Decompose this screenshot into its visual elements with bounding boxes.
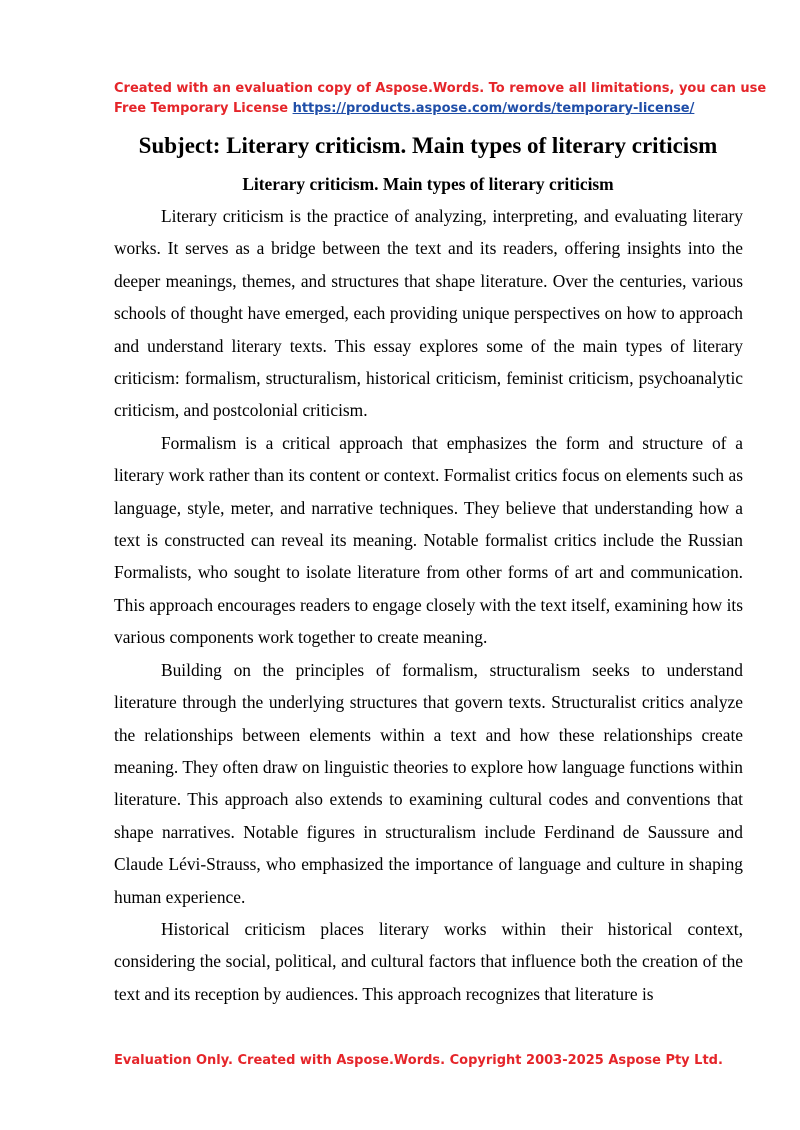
evaluation-banner-line-2: [114, 99, 754, 119]
paragraph-formalism: Formalism is a critical approach that emphasizes the form and structure of a literary work rather than its content or context. Formalist critics focus on elements such as language, style, meter, and narrative techniques. They believe that understanding how a text is constructed can reveal its meaning. Notable formalist critics include the Russian Formalists, who sought to isolate literature from other forms of art and communication. This approach encourages readers to engage closely with the text itself, examining how its various components work together to create meaning.: [114, 432, 743, 648]
essay-title: Literary criticism. Main types of literary criticism: [242, 174, 614, 194]
evaluation-banner-line-1: Created with an evaluation copy of Aspose.Words. To remove all limitations, you can use: [114, 81, 767, 96]
subject-title: Subject: Literary criticism. Main types of literary criticism: [138, 133, 718, 158]
paragraph-historical: Historical criticism places literary works within their historical context, considering the social, political, and cultural factors that influence both the creation of the text and its reception by audiences. This approach recognizes that literature is: [114, 918, 743, 1004]
paragraph-structuralism: Building on the principles of formalism, structuralism seeks to understand literature through the underlying structures that govern texts. Structuralist critics analyze the relationships between elements within a text and how these relationships create meaning. They often draw on linguistic theories to explore how language functions within literature. This approach also extends to examining cultural codes and conventions that shape narratives. Notable figures in structuralism include Ferdinand de Saussure and Claude Lévi-Strauss, who emphasized the importance of language and culture in shaping human experience.: [114, 659, 743, 907]
temporary-license-link[interactable]: https://products.aspose.com/words/temporary-license/: [292, 101, 695, 116]
license-label: Free Temporary License: [114, 101, 293, 116]
evaluation-banner: [114, 79, 767, 119]
paragraph-intro: Literary criticism is the practice of analyzing, interpreting, and evaluating literary works. It serves as a bridge between the text and its readers, offering insights into the deeper meanings, themes, and structures that shape literature. Over the centuries, various schools of thought have emerged, each providing unique perspectives on how to approach and understand literary texts. This essay explores some of the main types of literary criticism: formalism, structuralism, historical criticism, feminist criticism, psychoanalytic criticism, and postcolonial criticism.: [114, 206, 743, 421]
evaluation-footer: Evaluation Only. Created with Aspose.Words. Copyright 2003-2025 Aspose Pty Ltd.: [114, 1053, 723, 1068]
essay-body: [114, 200, 743, 1010]
